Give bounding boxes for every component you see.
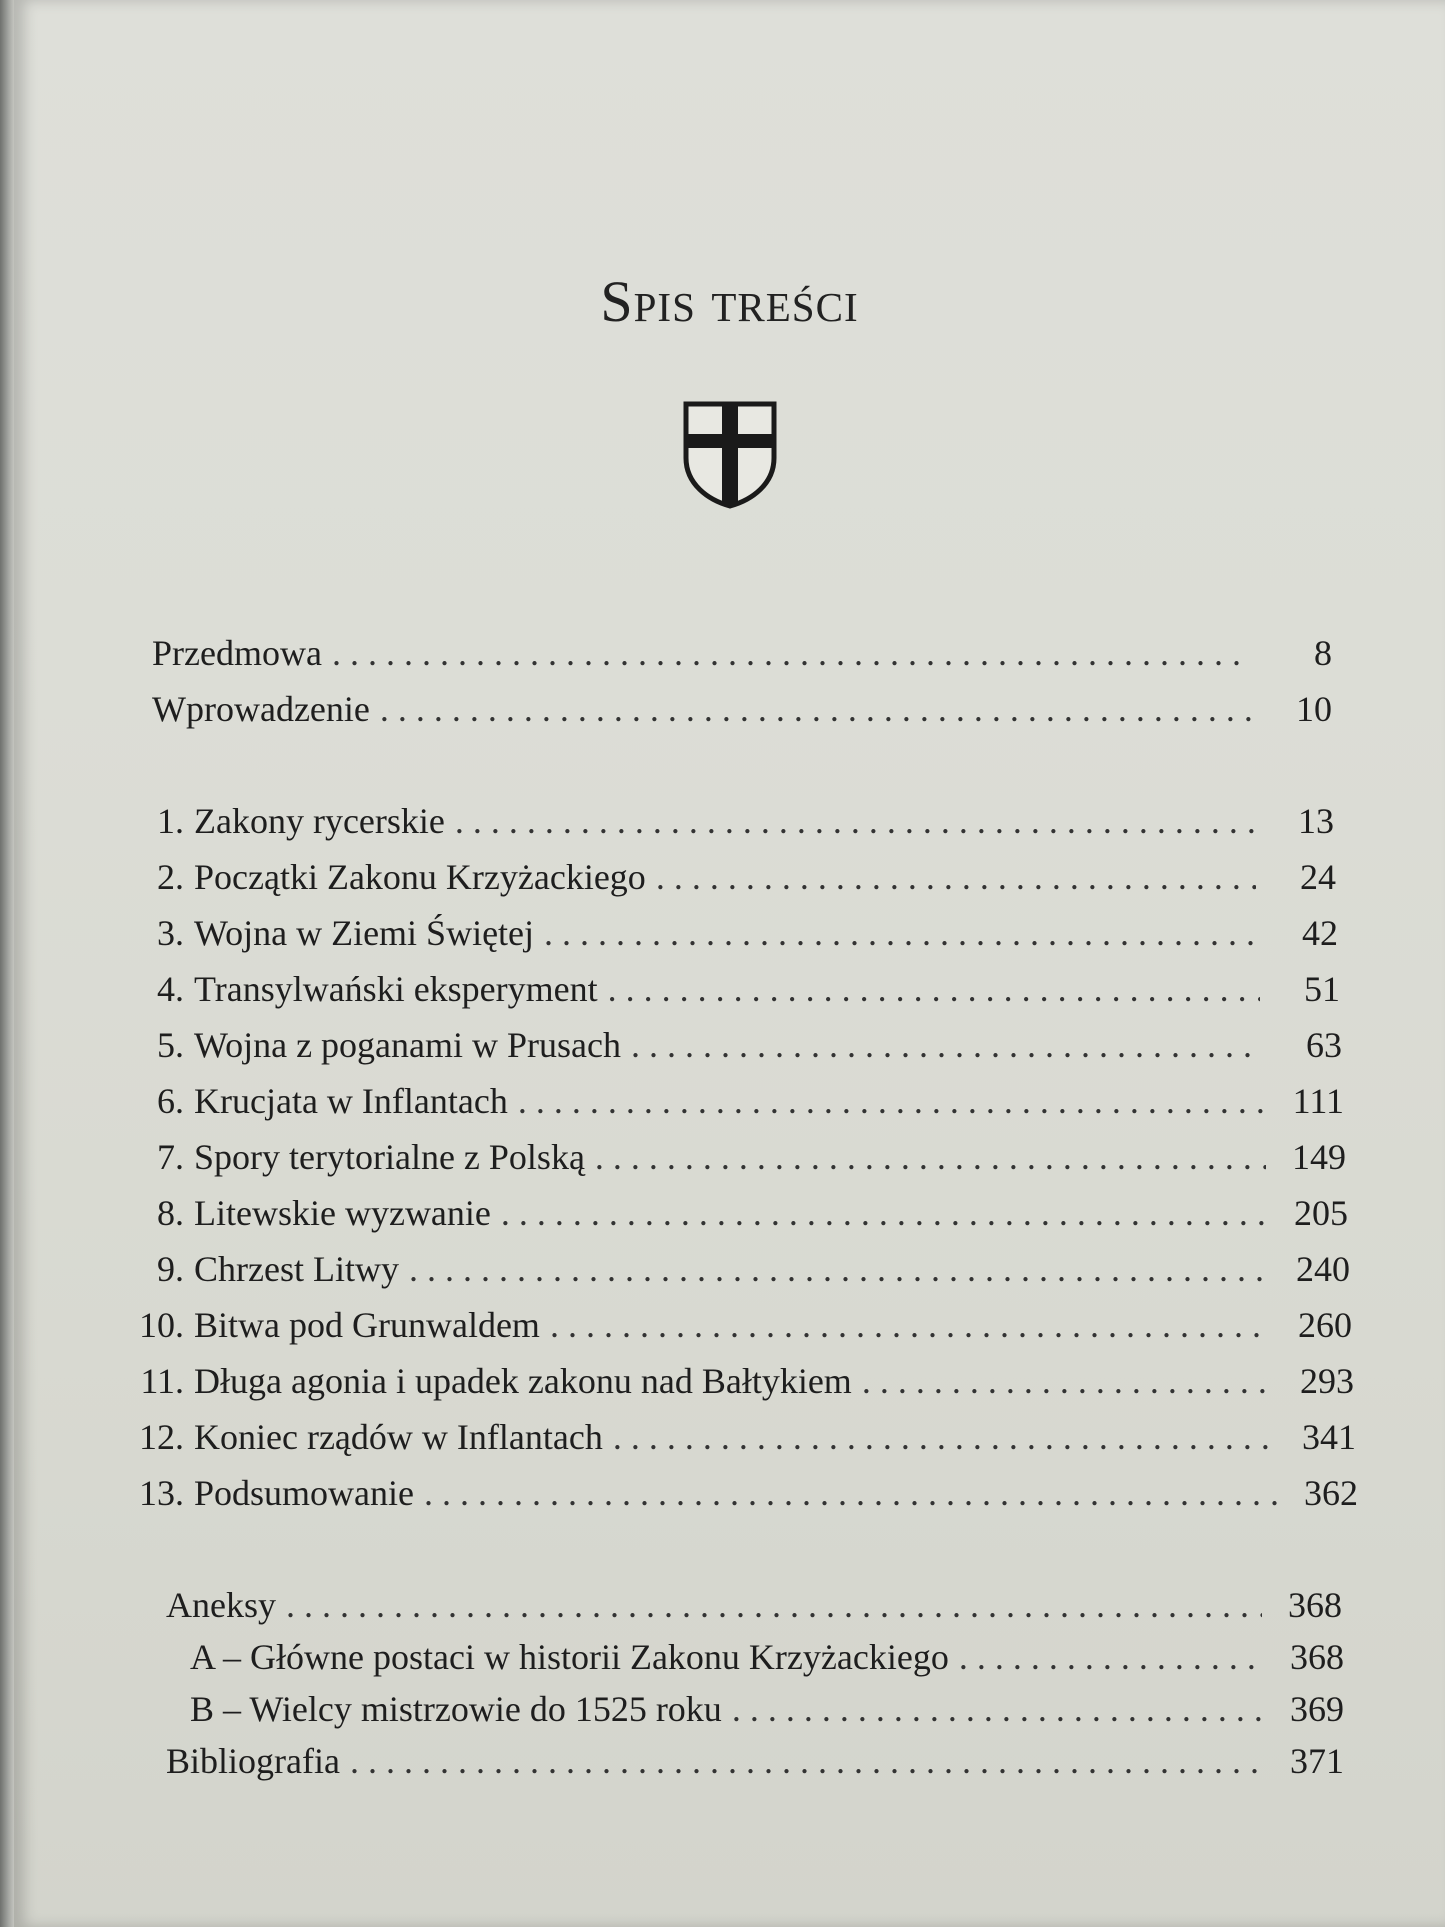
toc-entry-label: Przedmowa [152,633,322,673]
toc-entry-label: Aneksy [166,1585,276,1625]
dot-leader [595,1132,1266,1182]
toc-chapter-10[interactable] [134,1300,1352,1350]
dot-leader [455,796,1254,846]
chapter-number: 7. [157,1137,184,1177]
toc-chapter-3[interactable] [134,908,1338,958]
toc-entry-page: 10 [1296,689,1332,729]
toc-entry-label: Zakony rycerskie [194,801,445,841]
toc-entry-page: 8 [1314,633,1332,673]
page-title: Spis treści [600,269,859,334]
chapter-number: 6. [157,1081,184,1121]
dot-leader [350,1736,1264,1786]
chapter-number: 13. [139,1473,184,1513]
toc-entry-page: 13 [1298,801,1334,841]
toc-entry-przedmowa[interactable] [152,628,1332,678]
toc-entry-label: Chrzest Litwy [194,1249,399,1289]
toc-chapter-6[interactable] [134,1076,1344,1126]
chapter-number: 5. [157,1025,184,1065]
toc-entry-label: A – Główne postaci w historii Zakonu Krzyżackiego [190,1637,949,1677]
chapter-number: 8. [157,1193,184,1233]
toc-entry-label: Wojna w Ziemi Świętej [194,913,535,953]
chapter-number: 3. [157,913,184,953]
chapter-number: 2. [157,857,184,897]
toc-entry-page: 240 [1296,1249,1350,1289]
dot-leader [501,1188,1268,1238]
dot-leader [732,1684,1264,1734]
dot-leader [518,1076,1264,1126]
toc-entry-label: B – Wielcy mistrzowie do 1525 roku [190,1689,722,1729]
dot-leader [656,852,1256,902]
toc-chapter-5[interactable] [134,1020,1342,1070]
dot-leader [544,908,1258,958]
toc-entry-page: 111 [1292,1081,1344,1121]
toc-entry-label: Koniec rządów w Inflantach [194,1417,603,1457]
toc-entry-page: 63 [1306,1025,1342,1065]
dot-leader [286,1580,1262,1630]
toc-entry-page: 205 [1294,1193,1348,1233]
toc-entry-label: Transylwański eksperyment [194,969,598,1009]
toc-entry-bibliografia[interactable] [166,1736,1344,1786]
toc-entry-page: 341 [1302,1417,1356,1457]
table-of-contents [14,0,1445,1927]
dot-leader [613,1412,1276,1462]
toc-entry-label: Długa agonia i upadek zakonu nad Bałtykiem [194,1361,852,1401]
toc-entry-label: Krucjata w Inflantach [194,1081,508,1121]
toc-chapter-4[interactable] [134,964,1340,1014]
dot-leader [631,1020,1262,1070]
toc-chapter-9[interactable] [134,1244,1350,1294]
toc-entry-page: 42 [1302,913,1338,953]
chapter-number: 1. [157,801,184,841]
dot-leader [608,964,1260,1014]
toc-entry-wprowadzenie[interactable] [152,684,1332,734]
toc-entry-label: Bibliografia [166,1741,340,1781]
toc-entry-label: Wprowadzenie [152,689,370,729]
toc-entry-page: 24 [1300,857,1336,897]
toc-entry-label: Początki Zakonu Krzyżackiego [194,857,646,897]
dot-leader [959,1632,1264,1682]
toc-entry-label: Spory terytorialne z Polską [194,1137,585,1177]
toc-entry-page: 260 [1298,1305,1352,1345]
toc-chapter-1[interactable] [134,796,1334,846]
toc-entry-page: 368 [1290,1637,1344,1677]
toc-entry-page: 369 [1290,1689,1344,1729]
toc-chapter-12[interactable] [134,1412,1356,1462]
toc-entry-page: 371 [1290,1741,1344,1781]
toc-chapter-2[interactable] [134,852,1336,902]
dot-leader [550,1300,1272,1350]
chapter-number: 10. [139,1305,184,1345]
toc-entry-page: 368 [1288,1585,1342,1625]
dot-leader [424,1468,1278,1518]
dot-leader [332,628,1252,678]
toc-entry-label: Litewskie wyzwanie [194,1193,491,1233]
toc-chapter-7[interactable] [134,1132,1346,1182]
dot-leader [380,684,1252,734]
toc-entry-annex-b[interactable] [190,1684,1344,1734]
toc-entry-label: Wojna z poganami w Prusach [194,1025,621,1065]
toc-entry-page: 51 [1304,969,1340,1009]
chapter-number: 11. [140,1361,184,1401]
toc-chapter-11[interactable] [134,1356,1354,1406]
chapter-number: 9. [157,1249,184,1289]
page-gutter [0,0,14,1927]
toc-entry-label: Podsumowanie [194,1473,414,1513]
toc-entry-label: Bitwa pod Grunwaldem [194,1305,540,1345]
toc-chapter-13[interactable] [134,1468,1358,1518]
toc-entry-page: 149 [1292,1137,1346,1177]
toc-chapter-8[interactable] [134,1188,1348,1238]
dot-leader [409,1244,1270,1294]
toc-entry-page: 362 [1304,1473,1358,1513]
chapter-number: 12. [139,1417,184,1457]
dot-leader [862,1356,1274,1406]
book-page [14,0,1445,1927]
toc-entry-aneksy[interactable] [166,1580,1342,1630]
toc-entry-annex-a[interactable] [190,1632,1344,1682]
toc-entry-page: 293 [1300,1361,1354,1401]
chapter-number: 4. [157,969,184,1009]
